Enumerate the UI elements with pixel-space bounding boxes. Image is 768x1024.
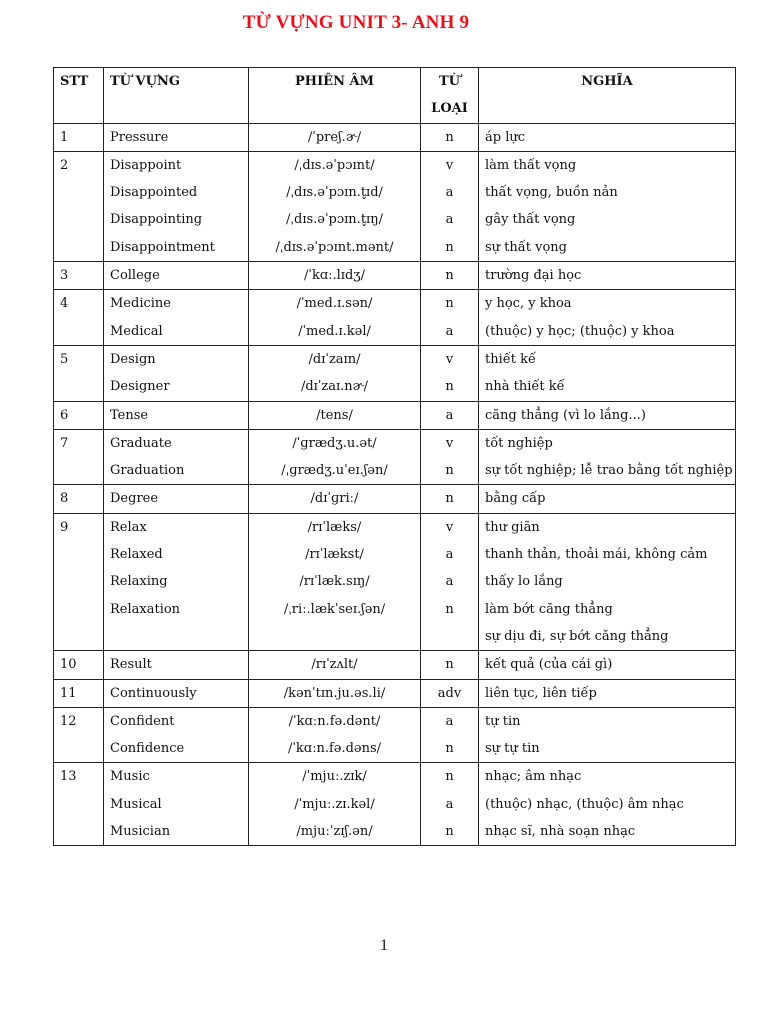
cell-meaning: [479, 151, 736, 261]
table-row: [54, 513, 736, 650]
cell-word: [104, 485, 249, 513]
phonetic-transcription: /ˌɡrædʒ.uˈeɪ.ʃən/: [281, 463, 388, 479]
vocab-word: Relaxed: [110, 547, 163, 563]
row-number: 5: [60, 351, 69, 367]
cell-ipa: [249, 151, 421, 261]
cell-word-type: [421, 651, 479, 679]
phonetic-transcription: /kənˈtɪn.ju.əs.li/: [283, 685, 386, 701]
vocab-word: Musician: [110, 824, 171, 840]
phonetic-transcription: /ˌdɪs.əˈpɔɪn.t̬ɪŋ/: [286, 212, 383, 228]
row-number: 1: [60, 129, 69, 145]
vocab-word: College: [110, 268, 160, 284]
vocab-word: Result: [110, 657, 152, 673]
word-meaning: trường đại học: [485, 268, 582, 284]
row-number: 2: [60, 157, 69, 173]
cell-meaning: [479, 262, 736, 290]
word-meaning: sự tự tin: [485, 741, 540, 757]
row-number: 10: [60, 657, 77, 673]
vocab-word: Music: [110, 769, 150, 785]
header-word: TỪ VỰNG: [104, 68, 249, 124]
word-meaning: thư giãn: [485, 519, 540, 535]
phonetic-transcription: /rɪˈzʌlt/: [311, 657, 358, 673]
row-number: 3: [60, 268, 69, 284]
table-row: [54, 429, 736, 485]
word-meaning: liên tục, liên tiếp: [485, 685, 597, 701]
cell-stt: [54, 123, 104, 151]
word-type: n: [445, 657, 454, 673]
cell-word-type: [421, 151, 479, 261]
cell-word: [104, 401, 249, 429]
vocabulary-table: [53, 67, 736, 846]
table-row: [54, 707, 736, 763]
phonetic-transcription: /ˌdɪs.əˈpɔɪnt.mənt/: [275, 239, 394, 255]
vocab-word: Graduation: [110, 463, 185, 479]
vocab-word: Relaxation: [110, 601, 181, 617]
phonetic-transcription: /ˈmjuː.zɪk/: [302, 769, 367, 785]
phonetic-transcription: /ˌdɪs.əˈpɔɪn.t̬ɪd/: [286, 185, 383, 201]
header-word-type-line1: TỪ: [438, 74, 460, 89]
cell-word-type: [421, 485, 479, 513]
vocab-word: Medical: [110, 323, 163, 339]
vocab-word: Continuously: [110, 685, 197, 701]
table-row: [54, 290, 736, 346]
word-meaning: sự dịu đi, sự bớt căng thẳng: [485, 628, 669, 644]
word-type: a: [445, 574, 454, 590]
table-row: [54, 763, 736, 846]
cell-meaning: [479, 513, 736, 650]
phonetic-transcription: /ˈɡrædʒ.u.ət/: [292, 435, 377, 451]
cell-meaning: [479, 401, 736, 429]
cell-meaning: [479, 679, 736, 707]
word-type: n: [445, 741, 454, 757]
table-row: [54, 151, 736, 261]
cell-stt: [54, 485, 104, 513]
cell-stt: [54, 345, 104, 401]
cell-meaning: [479, 345, 736, 401]
cell-word: [104, 345, 249, 401]
word-meaning: nhà thiết kế: [485, 379, 565, 395]
cell-word: [104, 429, 249, 485]
row-number: 12: [60, 713, 77, 729]
cell-meaning: [479, 707, 736, 763]
cell-ipa: [249, 485, 421, 513]
vocab-word: Disappointed: [110, 185, 198, 201]
phonetic-transcription: /ˈkɑːn.fə.dəns/: [287, 741, 382, 757]
header-meaning: NGHĨA: [479, 68, 736, 124]
word-type: n: [445, 268, 454, 284]
row-number: 9: [60, 519, 69, 535]
cell-word-type: [421, 707, 479, 763]
cell-word-type: [421, 123, 479, 151]
cell-ipa: [249, 651, 421, 679]
word-meaning: thanh thản, thoải mái, không cảm: [485, 547, 708, 563]
cell-ipa: [249, 707, 421, 763]
cell-meaning: [479, 763, 736, 846]
word-type: a: [445, 796, 454, 812]
vocab-word: Confident: [110, 713, 175, 729]
cell-meaning: [479, 123, 736, 151]
vocab-word: Graduate: [110, 435, 172, 451]
cell-ipa: [249, 513, 421, 650]
word-meaning: y học, y khoa: [485, 296, 572, 312]
cell-meaning: [479, 485, 736, 513]
row-number: 13: [60, 769, 77, 785]
cell-ipa: [249, 401, 421, 429]
cell-ipa: [249, 290, 421, 346]
cell-ipa: [249, 763, 421, 846]
word-type: a: [445, 185, 454, 201]
word-meaning: căng thẳng (vì lo lắng...): [485, 407, 646, 423]
cell-word-type: [421, 429, 479, 485]
cell-stt: [54, 401, 104, 429]
vocab-word: Medicine: [110, 296, 171, 312]
phonetic-transcription: /ˈpreʃ.ɚ/: [307, 129, 362, 145]
cell-stt: [54, 707, 104, 763]
document-title: TỪ VỰNG UNIT 3- ANH 9: [242, 12, 470, 33]
cell-word: [104, 651, 249, 679]
vocab-word: Tense: [110, 407, 149, 423]
cell-word: [104, 707, 249, 763]
row-number: 4: [60, 296, 69, 312]
phonetic-transcription: /ˌdɪs.əˈpɔɪnt/: [294, 157, 375, 173]
cell-stt: [54, 513, 104, 650]
vocab-word: Disappointment: [110, 239, 215, 255]
word-type: n: [445, 769, 454, 785]
vocab-word: Confidence: [110, 741, 185, 757]
word-type: v: [445, 157, 454, 173]
word-type: a: [445, 547, 454, 563]
phonetic-transcription: /rɪˈlæks/: [307, 519, 362, 535]
cell-word-type: [421, 290, 479, 346]
word-type: a: [445, 407, 454, 423]
cell-ipa: [249, 123, 421, 151]
word-type: n: [445, 491, 454, 507]
word-type: n: [445, 379, 454, 395]
word-meaning: nhạc; âm nhạc: [485, 769, 582, 785]
cell-word-type: [421, 345, 479, 401]
vocab-word: Design: [110, 351, 156, 367]
row-number: 6: [60, 407, 69, 423]
header-word-type-line2: LOẠI: [431, 101, 468, 117]
word-meaning: tự tin: [485, 713, 521, 729]
word-type: n: [445, 463, 454, 479]
cell-stt: [54, 151, 104, 261]
cell-word: [104, 513, 249, 650]
cell-word: [104, 262, 249, 290]
vocab-word: Disappointing: [110, 212, 203, 228]
cell-word: [104, 123, 249, 151]
cell-meaning: [479, 651, 736, 679]
word-meaning: (thuộc) nhạc, (thuộc) âm nhạc: [485, 796, 684, 812]
word-meaning: thấy lo lắng: [485, 574, 563, 590]
cell-stt: [54, 262, 104, 290]
word-meaning: làm bớt căng thẳng: [485, 601, 613, 617]
header-word-type: [421, 68, 479, 124]
phonetic-transcription: /ˌriː.lækˈseɪ.ʃən/: [283, 601, 386, 617]
phonetic-transcription: /ˈkɑː.lɪdʒ/: [303, 268, 366, 284]
page-number: 1: [380, 937, 388, 954]
word-type: n: [445, 129, 454, 145]
word-meaning: thất vọng, buồn nản: [485, 185, 618, 201]
table-row: [54, 262, 736, 290]
phonetic-transcription: /rɪˈlæk.sɪŋ/: [299, 574, 370, 590]
phonetic-transcription: /dɪˈzaɪ.nɚ/: [300, 379, 369, 395]
table-row: [54, 401, 736, 429]
word-meaning: làm thất vọng: [485, 157, 577, 173]
word-meaning: (thuộc) y học; (thuộc) y khoa: [485, 323, 675, 339]
table-row: [54, 345, 736, 401]
word-meaning: thiết kế: [485, 351, 536, 367]
cell-ipa: [249, 429, 421, 485]
vocabulary-table-body: [54, 123, 736, 846]
cell-word-type: [421, 513, 479, 650]
row-number: 8: [60, 491, 69, 507]
cell-stt: [54, 763, 104, 846]
phonetic-transcription: /ˈkɑːn.fə.dənt/: [288, 713, 381, 729]
word-type: n: [445, 239, 454, 255]
vocab-word: Pressure: [110, 129, 169, 145]
word-meaning: nhạc sĩ, nhà soạn nhạc: [485, 824, 636, 840]
header-ipa: PHIÊN ÂM: [249, 68, 421, 124]
table-row: [54, 123, 736, 151]
cell-stt: [54, 290, 104, 346]
word-type: v: [445, 351, 454, 367]
table-header-row: [54, 68, 736, 124]
phonetic-transcription: /tens/: [316, 407, 353, 423]
cell-word-type: [421, 679, 479, 707]
word-type: a: [445, 713, 454, 729]
cell-word-type: [421, 401, 479, 429]
word-meaning: sự thất vọng: [485, 239, 567, 255]
vocab-word: Relax: [110, 519, 147, 535]
cell-ipa: [249, 262, 421, 290]
table-row: [54, 651, 736, 679]
phonetic-transcription: /mjuːˈzɪʃ.ən/: [296, 824, 373, 840]
row-number: 7: [60, 435, 69, 451]
phonetic-transcription: /ˈmed.ɪ.sən/: [296, 296, 373, 312]
word-type: a: [445, 212, 454, 228]
word-type: v: [445, 519, 454, 535]
word-meaning: áp lực: [485, 129, 526, 145]
table-row: [54, 485, 736, 513]
cell-ipa: [249, 345, 421, 401]
row-number: 11: [60, 685, 77, 701]
word-type: v: [445, 435, 454, 451]
cell-word-type: [421, 262, 479, 290]
phonetic-transcription: /ˈmjuː.zɪ.kəl/: [294, 796, 375, 812]
vocab-word: Degree: [110, 491, 159, 507]
cell-word: [104, 151, 249, 261]
cell-word-type: [421, 763, 479, 846]
table-row: [54, 679, 736, 707]
vocab-word: Designer: [110, 379, 170, 395]
word-type: n: [445, 296, 454, 312]
word-meaning: kết quả (của cái gì): [485, 657, 613, 673]
vocab-word: Musical: [110, 796, 162, 812]
word-meaning: tốt nghiệp: [485, 435, 553, 451]
word-type: a: [445, 323, 454, 339]
cell-meaning: [479, 429, 736, 485]
word-meaning: sự tốt nghiệp; lễ trao bằng tốt nghiệp: [485, 463, 733, 479]
word-type: n: [445, 601, 454, 617]
phonetic-transcription: /dɪˈɡriː/: [310, 491, 359, 507]
cell-stt: [54, 429, 104, 485]
cell-ipa: [249, 679, 421, 707]
word-type: n: [445, 824, 454, 840]
word-type: adv: [437, 685, 462, 701]
cell-word: [104, 763, 249, 846]
word-meaning: bằng cấp: [485, 491, 546, 507]
vocab-word: Disappoint: [110, 157, 182, 173]
cell-word: [104, 679, 249, 707]
cell-stt: [54, 651, 104, 679]
phonetic-transcription: /ˈmed.ɪ.kəl/: [298, 323, 371, 339]
vocab-word: Relaxing: [110, 574, 168, 590]
header-stt: STT: [54, 68, 104, 124]
cell-stt: [54, 679, 104, 707]
cell-meaning: [479, 290, 736, 346]
phonetic-transcription: /dɪˈzaɪn/: [308, 351, 361, 367]
phonetic-transcription: /rɪˈlækst/: [305, 547, 364, 563]
cell-word: [104, 290, 249, 346]
word-meaning: gây thất vọng: [485, 212, 576, 228]
